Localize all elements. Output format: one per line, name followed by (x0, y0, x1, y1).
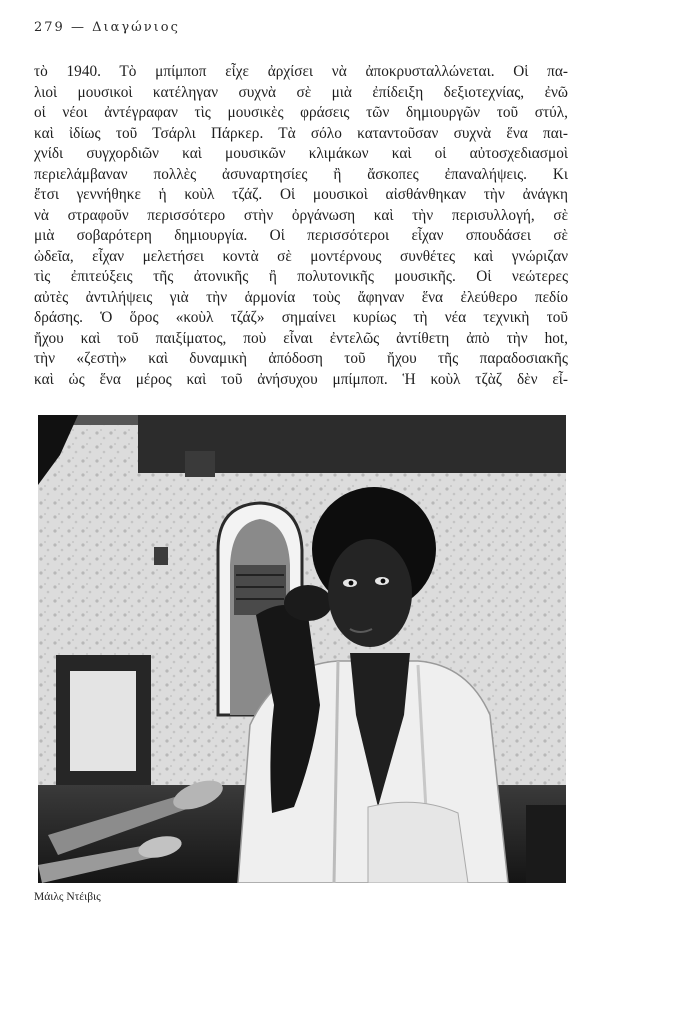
body-line: τὶς ἐπιτεύξεις τῆς ἀτονικῆς ἢ πολυτονικῆς μουσικῆς. Οἱ νεώτερες (34, 268, 568, 285)
body-line: αὐτὲς ἀντιλήψεις γιὰ τὴν ἁρμονία τοὺς ἄφηναν ἕνα ἐλεύθερο πεδίο (34, 288, 568, 306)
body-line: ἤχου καὶ τοῦ παιξίματος, ποὺ εἶναι ἐντελῶς ἀντίθετη ἀπὸ τὴν hot, (34, 329, 568, 347)
header-dash: — (70, 20, 86, 35)
miles-davis-photo (38, 415, 566, 883)
figure-caption: Μάιλς Ντέιβις (34, 891, 101, 903)
body-line: χνίδι συγχορδιῶν καὶ μουσικῶν κλιμάκων καὶ οἱ αὐτοσχεδιασμοὶ (34, 145, 568, 162)
body-line: ὠδεῖα, εἶχαν μελετήσει κοντὰ σὲ μοντέρνους συνθέτες καὶ γνώριζαν (34, 247, 568, 265)
body-line: περιελάμβαναν πολλὲς ἀσυναρτησίες ἢ ἄσκοπες ἐπαναλήψεις. Κι (34, 165, 568, 183)
journal-title: Διαγώνιος (92, 20, 180, 35)
body-line: οἱ νέοι ἀντέγραφαν τὶς μουσικὲς φράσεις τῶν δημιουργῶν τοῦ στύλ, (34, 104, 568, 121)
page-number: 279 (34, 20, 65, 35)
body-line: νὰ στραφοῦν περισσότερο στὴν ὀργάνωση καὶ τὴν περισυλλογή, σὲ (34, 206, 568, 224)
article-body (34, 62, 568, 390)
body-line: τὸ 1940. Τὸ μπίμποπ εἶχε ἀρχίσει νὰ ἀποκρυσταλλώνεται. Οἱ πα- (34, 63, 568, 80)
body-line: τὴν «ζεστὴ» καὶ δυναμικὴ ἀπόδοση τοῦ ἤχου τῆς παραδοσιακῆς (34, 350, 568, 367)
body-line: μιὰ σοβαρότερη δημιουργία. Οἱ περισσότεροι εἶχαν σπουδάσει σὲ (34, 227, 568, 244)
body-line: καὶ ὡς ἕνα μέρος καὶ τοῦ ἀνήσυχου μπίμποπ. Ἡ κοὺλ τζὰζ δὲν εἶ- (34, 370, 568, 388)
body-line: δράσης. Ὁ ὅρος «κοὺλ τζάζ» σημαίνει κυρίως τὴ νέα τεχνικὴ τοῦ (34, 309, 568, 326)
running-head (34, 20, 180, 35)
body-line: ἔτσι γεννήθηκε ἡ κοὺλ τζάζ. Οἱ μουσικοὶ αἰσθάνθηκαν τὴν ἀνάγκη (34, 186, 568, 203)
body-line: λιοὶ μουσικοὶ κατέληγαν συχνὰ σὲ μιὰ ἐπίδειξη δεξιοτεχνίας, ἐνῶ (34, 83, 568, 101)
body-line: καὶ ἰδίως τοῦ Τσάρλι Πάρκερ. Τὰ σόλο καταντοῦσαν συχνὰ ἕνα παι- (34, 124, 568, 142)
photo-illustration (38, 415, 566, 883)
